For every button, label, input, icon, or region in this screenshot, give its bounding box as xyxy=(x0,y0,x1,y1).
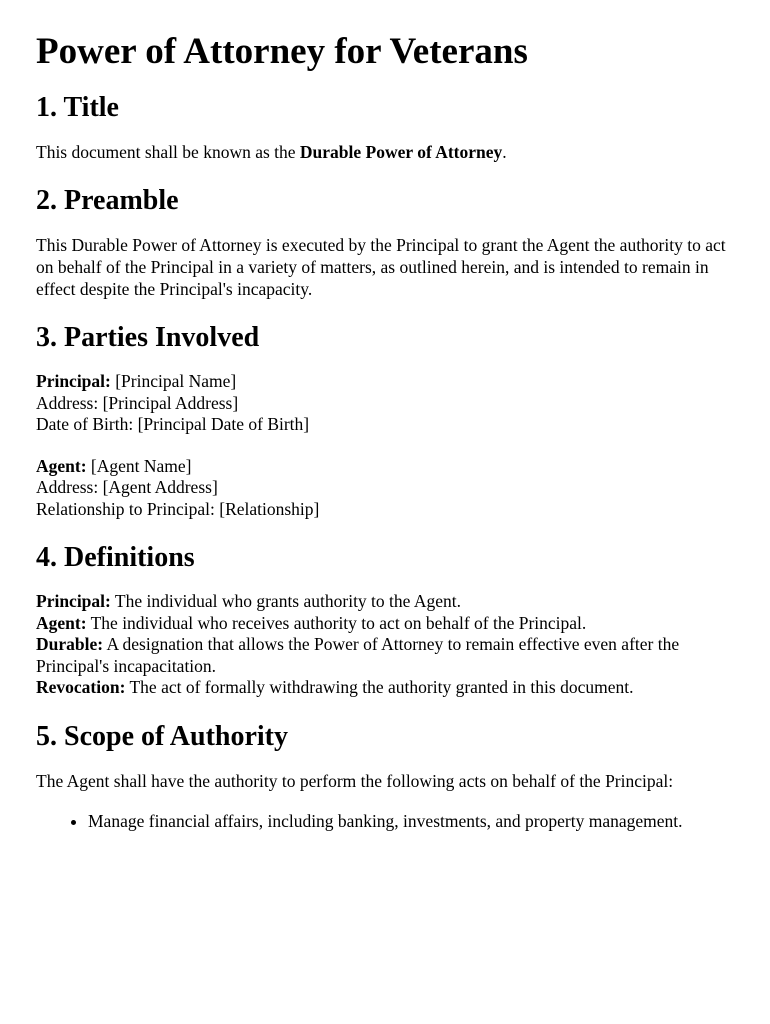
agent-address: Address: [Agent Address] xyxy=(36,477,218,498)
authority-list xyxy=(36,810,734,832)
principal-label: Principal: xyxy=(36,371,111,392)
definition-text: A designation that allows the Power of Attorney to remain effective even after the Principal's incapacitation. xyxy=(36,634,680,676)
definition-text: The individual who receives authority to act on behalf of the Principal. xyxy=(86,612,587,633)
definition-item xyxy=(36,591,734,613)
principal-address: Address: [Principal Address] xyxy=(36,392,239,413)
section-body xyxy=(36,141,734,163)
section-heading: 1. Title xyxy=(36,92,119,124)
definition-term: Principal: xyxy=(36,591,111,612)
principal-name-line xyxy=(36,371,734,393)
definition-term: Agent: xyxy=(36,612,87,633)
section-heading: 5. Scope of Authority xyxy=(36,720,288,752)
definition-item xyxy=(36,634,734,677)
body-text: . xyxy=(502,142,507,163)
section-heading: 4. Definitions xyxy=(36,542,195,574)
definition-text: The individual who grants authority to the Agent. xyxy=(110,591,461,612)
list-item: • Manage financial affairs, including banking, investments, and property management. xyxy=(88,810,734,832)
definition-text: The act of formally withdrawing the authority granted in this document. xyxy=(125,677,634,698)
agent-label: Agent: xyxy=(36,455,87,476)
agent-relationship: Relationship to Principal: [Relationship] xyxy=(36,498,320,519)
section-scope xyxy=(36,719,734,832)
definition-item xyxy=(36,677,734,699)
definition-term: Durable: xyxy=(36,634,104,655)
agent-name: [Agent Name] xyxy=(86,455,192,476)
principal-name: [Principal Name] xyxy=(110,371,237,392)
section-preamble xyxy=(36,183,734,300)
section-definitions xyxy=(36,540,734,699)
section-heading: 3. Parties Involved xyxy=(36,322,260,354)
principal-dob: Date of Birth: [Principal Date of Birth] xyxy=(36,414,310,435)
agent-block xyxy=(36,456,734,521)
section-parties xyxy=(36,320,734,520)
definitions-list xyxy=(36,591,734,699)
definition-item xyxy=(36,613,734,635)
section-title xyxy=(36,90,734,163)
section-body: The Agent shall have the authority to perform the following acts on behalf of the Principal: xyxy=(36,770,674,791)
document-name-bold: Durable Power of Attorney xyxy=(299,142,503,163)
section-heading: 2. Preamble xyxy=(36,185,179,217)
body-text: This document shall be known as the xyxy=(36,142,300,163)
principal-block xyxy=(36,371,734,436)
document-title: Power of Attorney for Veterans xyxy=(36,31,528,72)
definition-term: Revocation: xyxy=(36,677,126,698)
section-body: This Durable Power of Attorney is executed by the Principal to grant the Agent the authority to act on behalf of the Principal in a variety of matters, as outlined herein, and is intended to remain in effect despite the Principal's incapacity. xyxy=(36,235,726,300)
agent-name-line xyxy=(36,456,734,478)
